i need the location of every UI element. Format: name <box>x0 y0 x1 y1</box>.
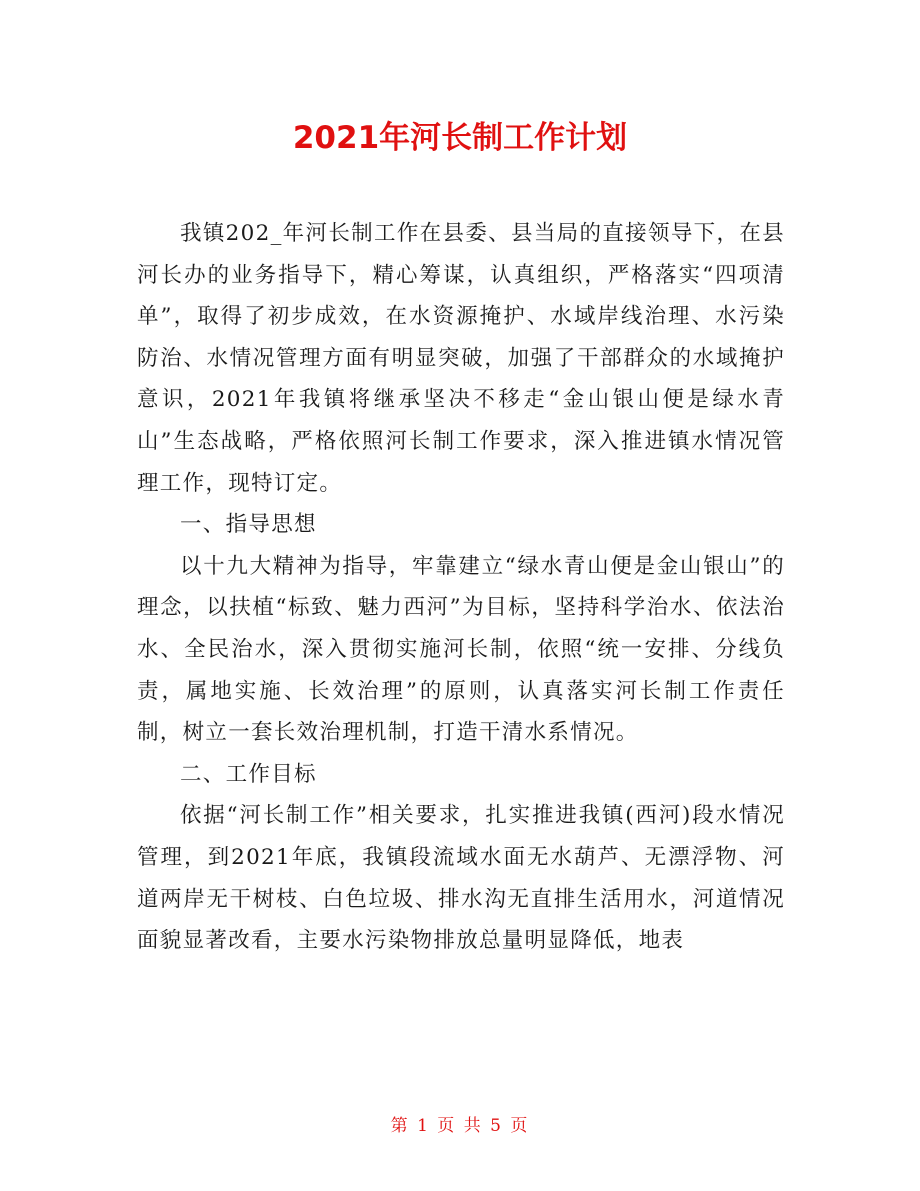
paragraph-guiding-ideology: 以十九大精神为指导，牢靠建立“绿水青山便是金山银山”的理念，以扶植“标致、魅力西河”为目标，坚持科学治水、依法治水、全民治水，深入贯彻实施河长制，依照“统一安排、分线负责，属地实施、长效治理”的原则，认真落实河长制工作责任制，树立一套长效治理机制，打造干清水系情况。 <box>137 553 785 746</box>
page-number-footer: 第 1 页 共 5 页 <box>390 1116 530 1136</box>
section-heading-guiding-ideology: 一、指导思想 <box>180 512 317 538</box>
document-title: 2021年河长制工作计划 <box>292 120 628 156</box>
paragraph-work-goals: 依据“河长制工作”相关要求，扎实推进我镇(西河)段水情况管理，到2021年底，我镇段流域水面无水葫芦、无漂浮物、河道两岸无干树枝、白色垃圾、排水沟无直排生活用水，河道情况面貌显著改看，主要水污染物排放总量明显降低，地表 <box>137 803 785 954</box>
paragraph-intro: 我镇202_年河长制工作在县委、县当局的直接领导下，在县河长办的业务指导下，精心筹谋，认真组织，严格落实“四项清单”，取得了初步成效，在水资源掩护、水域岸线治理、水污染防治、水情况管理方面有明显突破，加强了干部群众的水域掩护意识，2021年我镇将继承坚决不移走“金山银山便是绿水青山”生态战略，严格依照河长制工作要求，深入推进镇水情况管理工作，现特订定。 <box>137 221 785 496</box>
section-heading-work-goals: 二、工作目标 <box>180 761 317 787</box>
document-body <box>137 213 785 962</box>
